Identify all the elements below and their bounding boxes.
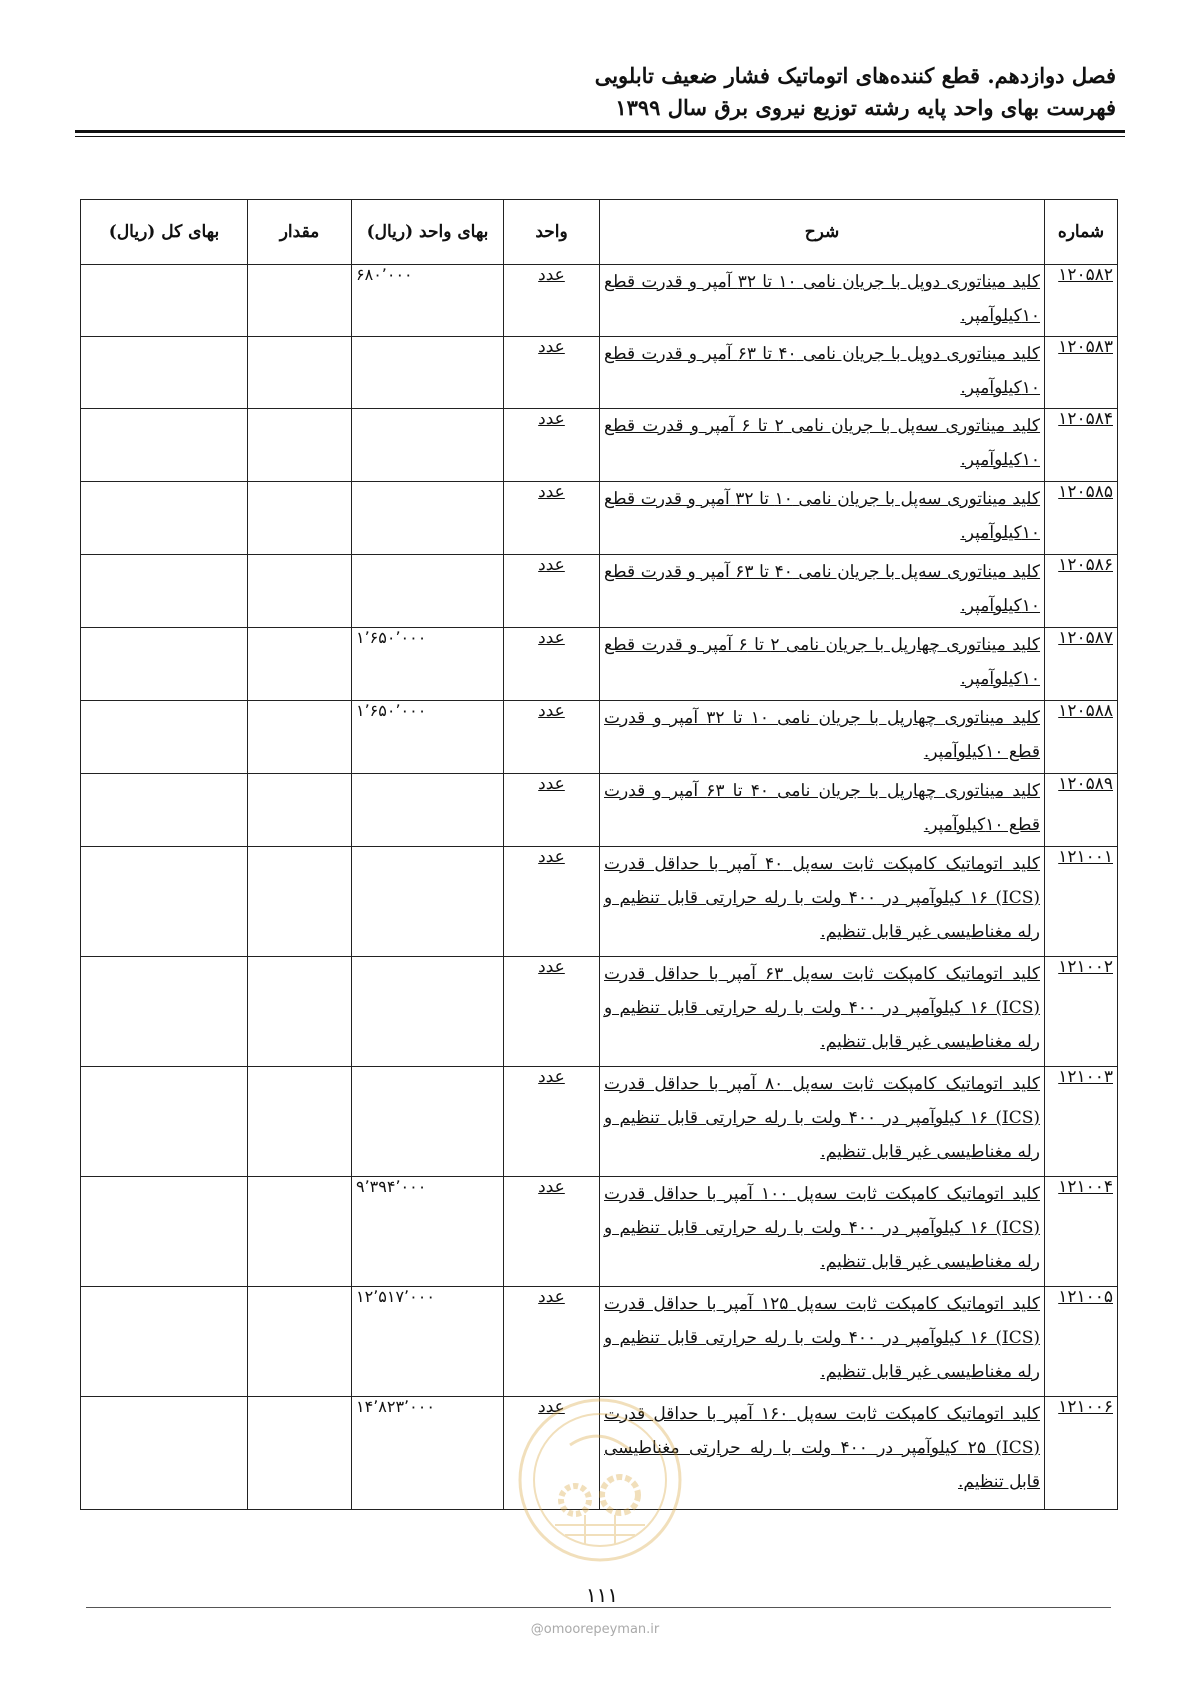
table-body [81, 265, 1118, 1510]
description-text: کلید اتوماتیک کامپکت ثابت سه‌پل ۶۳ آمپر با حداقل قدرت (ICS) ۱۶ کیلوآمپر در ۴۰۰ ولت با رله حرارتی قابل تنظیم و رله مغناطیسی غیر قابل تنظیم. [604, 964, 1040, 1052]
row-description [600, 774, 1045, 847]
description-text: کلید اتوماتیک کامپکت ثابت سه‌پل ۸۰ آمپر با حداقل قدرت (ICS) ۱۶ کیلوآمپر در ۴۰۰ ولت با رله حرارتی قابل تنظیم و رله مغناطیسی غیر قابل تنظیم. [604, 1074, 1040, 1162]
row-unit-price [352, 774, 504, 847]
row-description [600, 701, 1045, 774]
description-text: کلید میناتوری سه‌پل با جریان نامی ۱۰ تا ۳۲ آمپر و قدرت قطع ۱۰کیلوآمپر. [604, 489, 1041, 543]
row-description [600, 482, 1045, 555]
row-total-price [81, 482, 248, 555]
table-row [81, 628, 1118, 701]
description-text: کلید میناتوری سه‌پل با جریان نامی ۴۰ تا ۶۳ آمپر و قدرت قطع ۱۰کیلوآمپر. [604, 562, 1041, 616]
table-row [81, 555, 1118, 628]
website-watermark: @omoorepeyman.ir [530, 1622, 660, 1637]
row-unit-price [352, 847, 504, 957]
row-unit: عدد [504, 701, 600, 774]
row-quantity [248, 847, 352, 957]
row-unit: عدد [504, 957, 600, 1067]
table-row [81, 482, 1118, 555]
description-text: کلید میناتوری دوپل با جریان نامی ۱۰ تا ۳۲ آمپر و قدرت قطع ۱۰کیلوآمپر. [604, 272, 1040, 326]
description-text: کلید میناتوری چهارپل با جریان نامی ۴۰ تا ۶۳ آمپر و قدرت قطع ۱۰کیلوآمپر. [604, 781, 1040, 835]
row-number: ۱۲۰۵۸۷ [1045, 628, 1118, 701]
table-row [81, 847, 1118, 957]
row-description [600, 847, 1045, 957]
row-number: ۱۲۱۰۰۶ [1045, 1397, 1118, 1510]
row-quantity [248, 1177, 352, 1287]
description-text: کلید اتوماتیک کامپکت ثابت سه‌پل ۱۶۰ آمپر با حداقل قدرت (ICS) ۲۵ کیلوآمپر در ۴۰۰ ولت با رله حرارتی مغناطیسی قابل تنظیم. [604, 1404, 1040, 1492]
row-quantity [248, 265, 352, 337]
row-quantity [248, 628, 352, 701]
row-number: ۱۲۱۰۰۵ [1045, 1287, 1118, 1397]
row-description [600, 555, 1045, 628]
row-description [600, 265, 1045, 337]
row-unit-price: ۱٬۶۵۰٬۰۰۰ [352, 628, 504, 701]
row-unit-price: ۹٬۳۹۴٬۰۰۰ [352, 1177, 504, 1287]
description-text: کلید میناتوری دوپل با جریان نامی ۴۰ تا ۶۳ آمپر و قدرت قطع ۱۰کیلوآمپر. [604, 344, 1040, 398]
row-number: ۱۲۱۰۰۳ [1045, 1067, 1118, 1177]
description-text: کلید میناتوری چهارپل با جریان نامی ۱۰ تا ۳۲ آمپر و قدرت قطع ۱۰کیلوآمپر. [604, 708, 1040, 762]
row-description [600, 337, 1045, 409]
row-number: ۱۲۰۵۸۲ [1045, 265, 1118, 337]
row-unit: عدد [504, 1067, 600, 1177]
price-list-table [80, 199, 1118, 1510]
row-total-price [81, 1397, 248, 1510]
row-total-price [81, 847, 248, 957]
row-unit: عدد [504, 847, 600, 957]
row-total-price [81, 1177, 248, 1287]
row-unit-price [352, 957, 504, 1067]
table-row [81, 1287, 1118, 1397]
description-text: کلید اتوماتیک کامپکت ثابت سه‌پل ۱۰۰ آمپر با حداقل قدرت (ICS) ۱۶ کیلوآمپر در ۴۰۰ ولت با رله حرارتی قابل تنظیم و رله مغناطیسی غیر قابل تنظیم. [604, 1184, 1040, 1272]
row-unit-price: ۱۴٬۸۲۳٬۰۰۰ [352, 1397, 504, 1510]
row-number: ۱۲۰۵۸۳ [1045, 337, 1118, 409]
row-total-price [81, 774, 248, 847]
row-description [600, 409, 1045, 482]
header-rule-thin [75, 136, 1125, 137]
row-unit-price: ۱٬۶۵۰٬۰۰۰ [352, 701, 504, 774]
row-total-price [81, 1287, 248, 1397]
header-description: شرح [600, 200, 1045, 265]
row-unit-price [352, 482, 504, 555]
row-number: ۱۲۰۵۸۴ [1045, 409, 1118, 482]
row-total-price [81, 337, 248, 409]
table-header-row [81, 200, 1118, 265]
row-total-price [81, 265, 248, 337]
row-unit-price: ۶۸۰٬۰۰۰ [352, 265, 504, 337]
table-row [81, 1177, 1118, 1287]
description-text: کلید میناتوری سه‌پل با جریان نامی ۲ تا ۶ آمپر و قدرت قطع ۱۰کیلوآمپر. [604, 416, 1041, 470]
row-description [600, 1177, 1045, 1287]
row-number: ۱۲۱۰۰۱ [1045, 847, 1118, 957]
row-number: ۱۲۰۵۸۸ [1045, 701, 1118, 774]
table-row [81, 774, 1118, 847]
row-unit-price [352, 337, 504, 409]
seal-watermark [515, 1395, 685, 1565]
row-unit-price [352, 555, 504, 628]
description-text: کلید اتوماتیک کامپکت ثابت سه‌پل ۴۰ آمپر با حداقل قدرت (ICS) ۱۶ کیلوآمپر در ۴۰۰ ولت با رله حرارتی قابل تنظیم و رله مغناطیسی غیر قابل تنظیم. [604, 854, 1040, 942]
row-unit: عدد [504, 1397, 600, 1510]
row-number: ۱۲۱۰۰۲ [1045, 957, 1118, 1067]
row-unit-price: ۱۲٬۵۱۷٬۰۰۰ [352, 1287, 504, 1397]
row-description [600, 1067, 1045, 1177]
row-unit: عدد [504, 265, 600, 337]
row-quantity [248, 701, 352, 774]
row-total-price [81, 957, 248, 1067]
row-unit: عدد [504, 482, 600, 555]
table-row [81, 1067, 1118, 1177]
table-row [81, 701, 1118, 774]
document-subtitle: فهرست بهای واحد پایه رشته توزیع نیروی برق سال ۱۳۹۹ [615, 95, 1116, 120]
row-unit: عدد [504, 409, 600, 482]
row-unit: عدد [504, 1287, 600, 1397]
page-number: ۱۱۱ [585, 1583, 619, 1607]
row-quantity [248, 409, 352, 482]
row-number: ۱۲۰۵۸۹ [1045, 774, 1118, 847]
row-unit-price [352, 409, 504, 482]
row-quantity [248, 337, 352, 409]
row-description [600, 957, 1045, 1067]
footer-rule [86, 1607, 1111, 1608]
chapter-title: فصل دوازدهم. قطع کننده‌های اتوماتیک فشار ضعیف تابلویی [594, 63, 1116, 88]
header-total-price: بهای کل (ریال) [81, 200, 248, 265]
row-quantity [248, 774, 352, 847]
row-description [600, 1287, 1045, 1397]
table-row [81, 337, 1118, 409]
row-quantity [248, 1287, 352, 1397]
row-quantity [248, 1397, 352, 1510]
row-total-price [81, 628, 248, 701]
row-quantity [248, 1067, 352, 1177]
table-row [81, 409, 1118, 482]
row-unit: عدد [504, 1177, 600, 1287]
row-total-price [81, 701, 248, 774]
row-number: ۱۲۰۵۸۵ [1045, 482, 1118, 555]
row-total-price [81, 1067, 248, 1177]
description-text: کلید اتوماتیک کامپکت ثابت سه‌پل ۱۲۵ آمپر با حداقل قدرت (ICS) ۱۶ کیلوآمپر در ۴۰۰ ولت با رله حرارتی قابل تنظیم و رله مغناطیسی غیر قابل تنظیم. [604, 1294, 1040, 1382]
description-text: کلید میناتوری چهارپل با جریان نامی ۲ تا ۶ آمپر و قدرت قطع ۱۰کیلوآمپر. [604, 635, 1041, 689]
header-rule-thick [75, 130, 1125, 133]
header-unit-price: بهای واحد (ریال) [352, 200, 504, 265]
row-unit-price [352, 1067, 504, 1177]
row-description [600, 628, 1045, 701]
row-number: ۱۲۰۵۸۶ [1045, 555, 1118, 628]
row-unit: عدد [504, 337, 600, 409]
row-total-price [81, 555, 248, 628]
row-quantity [248, 555, 352, 628]
row-total-price [81, 409, 248, 482]
table-row [81, 265, 1118, 337]
header-unit: واحد [504, 200, 600, 265]
row-quantity [248, 482, 352, 555]
header-quantity: مقدار [248, 200, 352, 265]
header-number: شماره [1045, 200, 1118, 265]
row-number: ۱۲۱۰۰۴ [1045, 1177, 1118, 1287]
row-unit: عدد [504, 628, 600, 701]
row-unit: عدد [504, 555, 600, 628]
table-row [81, 957, 1118, 1067]
row-unit: عدد [504, 774, 600, 847]
row-quantity [248, 957, 352, 1067]
page-header [66, 60, 1116, 124]
